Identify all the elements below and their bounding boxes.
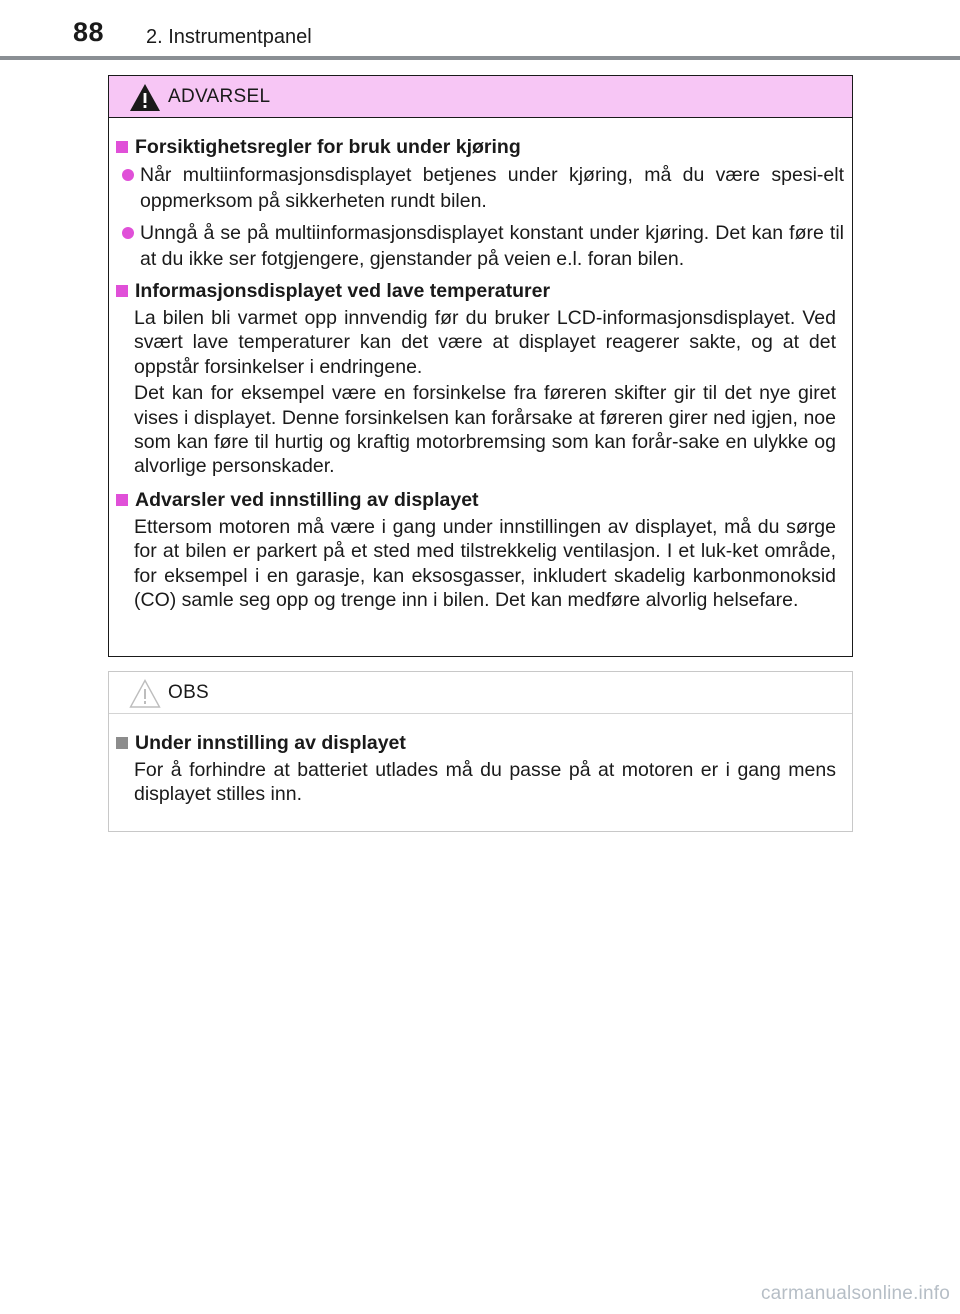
warning-paragraph: La bilen bli varmet opp innvendig før du bruker LCD-informasjonsdisplayet. Ved svært lave temperaturer kan det være at displayet reagerer sakte, og at det oppstår forsinkelser i endringene. <box>134 307 836 378</box>
notice-box-header <box>109 672 852 714</box>
square-bullet-icon <box>116 141 128 153</box>
section-title: 2. Instrumentpanel <box>146 26 312 48</box>
header-divider <box>0 56 960 60</box>
warning-item-heading: Informasjonsdisplayet ved lave temperaturer <box>116 278 844 304</box>
warning-triangle-outline-icon <box>128 678 162 709</box>
warning-paragraph: Ettersom motoren må være i gang under innstillingen av displayet, må du sørge for at bilen er parkert på et sted med tilstrekkelig ventilasjon. I et luk-ket område, for eksempel i en garasje, kan eksosgasser, inkludert skadelig karbonmonoksid (CO) samle seg opp og trenge inn i bilen. Det kan medføre alvorlig helsefare. <box>134 515 836 612</box>
notice-item-heading: Under innstilling av displayet <box>116 730 844 756</box>
warning-bullet: Når multiinformasjonsdisplayet betjenes under kjøring, må du være spesi-elt oppmerksom på sikkerheten rundt bilen. <box>122 162 844 214</box>
page-header <box>0 0 960 62</box>
warning-item-heading: Advarsler ved innstilling av displayet <box>116 487 844 513</box>
warning-box <box>108 75 853 657</box>
square-bullet-icon <box>116 737 128 749</box>
warning-paragraph: Det kan for eksempel være en forsinkelse fra føreren skifter gir til det nye giret vises i displayet. Denne forsinkelsen kan forårsake at føreren girer ned igjen, noe som kan føre til hurtig og kraftig motorbremsing som kan forår-sake en ulykke og alvorlige personskader. <box>134 382 836 478</box>
notice-box <box>108 671 853 832</box>
circle-bullet-icon <box>122 169 134 181</box>
warning-bullet: Unngå å se på multiinformasjonsdisplayet konstant under kjøring. Det kan føre til at du ikke ser fotgjengere, gjenstander på veien e.l. foran bilen. <box>122 220 844 272</box>
warning-triangle-filled-icon <box>128 82 162 113</box>
notice-paragraph: For å forhindre at batteriet utlades må du passe på at motoren er i gang mens displayet stilles inn. <box>134 759 836 806</box>
notice-box-title: OBS <box>168 682 210 703</box>
circle-bullet-icon <box>122 227 134 239</box>
warning-box-body <box>109 118 852 612</box>
warning-item-heading: Forsiktighetsregler for bruk under kjøring <box>116 134 844 160</box>
square-bullet-icon <box>116 494 128 506</box>
warning-box-title: ADVARSEL <box>168 86 271 107</box>
notice-box-body <box>109 714 852 807</box>
watermark: carmanualsonline.info <box>760 1283 950 1304</box>
warning-box-header <box>109 76 852 118</box>
page-number: 88 <box>73 17 105 47</box>
square-bullet-icon <box>116 285 128 297</box>
